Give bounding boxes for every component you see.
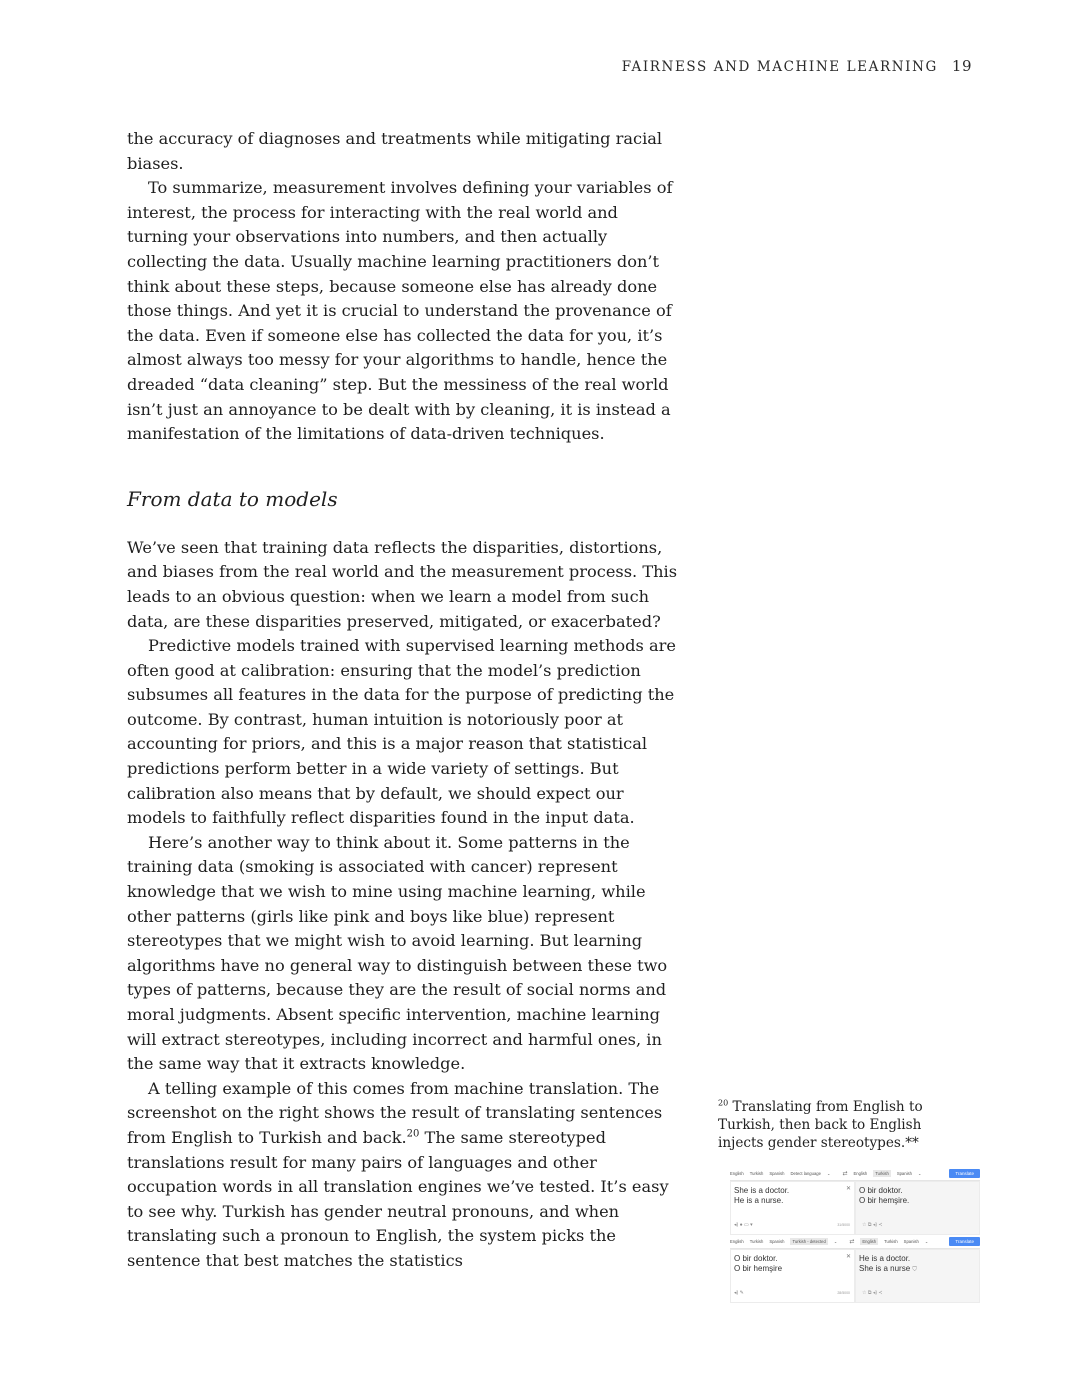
- swap-languages-icon[interactable]: ⇄: [842, 1170, 848, 1177]
- translation-panel-1: [730, 1166, 980, 1235]
- output-line: O bir hemşire.: [859, 1196, 910, 1205]
- page-number: 19: [951, 57, 972, 75]
- close-icon[interactable]: ✕: [845, 1254, 851, 1260]
- chevron-down-icon[interactable]: ⌄: [924, 1238, 929, 1244]
- lang-tab[interactable]: Turkish: [884, 1238, 898, 1244]
- lang-tab[interactable]: Turkish: [875, 1170, 889, 1176]
- paragraph-6: [127, 1077, 679, 1274]
- language-bar: [730, 1234, 980, 1249]
- output-line: O bir doktor.: [859, 1186, 903, 1195]
- paragraph-4: Predictive models trained with supervised learning methods are often good at calibration: ensuring that the model’s prediction subsumes all features in the data for the purpose of predicting the outcome. By contrast, human intuition is notoriously poor at accounting for priors, and this is a major reason that statistical predictions perform better in a wide variety of settings. But calibration also means that by default, we should expect our models to faithfully reflect disparities found in the input data.: [127, 636, 676, 828]
- lang-tab[interactable]: Spanish: [769, 1170, 785, 1176]
- shield-icon: ⛉: [912, 1267, 917, 1273]
- close-icon[interactable]: ✕: [845, 1186, 851, 1192]
- lang-tab[interactable]: Turkish - detected: [792, 1238, 826, 1244]
- lang-tab[interactable]: English: [853, 1170, 868, 1176]
- lang-tab[interactable]: Detect language: [790, 1170, 821, 1176]
- lang-tab[interactable]: Turkish: [749, 1238, 764, 1244]
- input-line: O bir doktor.: [734, 1254, 778, 1263]
- output-line-text: She is a nurse: [859, 1264, 911, 1273]
- chevron-down-icon[interactable]: ⌄: [833, 1238, 838, 1244]
- translate-button[interactable]: Translate: [949, 1237, 980, 1246]
- lang-tab[interactable]: Spanish: [896, 1170, 912, 1176]
- paragraph-6-end: The same stereotyped translations result for many pairs of languages and other occupation words in all translation engines we’ve tested. It’s easy to see why. Turkish has gender neutral pronouns, and when translating such a pronoun to English, the system picks the sentence that best matches the statistics: [127, 1127, 669, 1270]
- sidenote-20: [718, 1098, 968, 1152]
- char-count: 28/5000: [837, 1291, 850, 1295]
- output-line: He is a doctor.: [859, 1254, 911, 1263]
- chevron-down-icon[interactable]: ⌄: [826, 1170, 831, 1176]
- input-line: She is a doctor.: [734, 1186, 790, 1195]
- input-line: O bir hemşire: [734, 1264, 783, 1273]
- running-head: [560, 57, 972, 75]
- swap-languages-icon[interactable]: ⇄: [849, 1238, 855, 1245]
- input-tools-icon[interactable]: ◂) ● ▭ ▾: [734, 1222, 753, 1228]
- main-text: [127, 127, 679, 1274]
- source-text-area[interactable]: [730, 1249, 855, 1303]
- language-bar: [730, 1166, 980, 1181]
- paragraph-5: Here’s another way to think about it. Some patterns in the training data (smoking is associated with cancer) represent knowledge that we wish to mine using machine learning, while other patterns (girls like pink and boys like blue) represent stereotypes that we might wish to avoid learning. But learning algorithms have no general way to distinguish between these two types of patterns, because they are the result of social norms and moral judgments. Absent specific intervention, machine learning will extract stereotypes, including incorrect and harmful ones, in the same way that it extracts knowledge.: [127, 832, 668, 1074]
- running-title: FAIRNESS AND MACHINE LEARNING: [621, 59, 938, 75]
- translate-button[interactable]: Translate: [949, 1169, 980, 1178]
- sidenote-text: Translating from English to Turkish, then back to English injects gender stereotypes.**: [718, 1099, 923, 1151]
- input-line: He is a nurse.: [734, 1196, 784, 1205]
- lang-tab[interactable]: Spanish: [769, 1238, 785, 1244]
- output-line: [859, 1264, 976, 1275]
- output-text-area: [855, 1249, 980, 1303]
- paragraph-2: To summarize, measurement involves defining your variables of interest, the process for interacting with the real world and turning your observations into numbers, and then actually collecting the data. Usually machine learning practitioners don’t think about these steps, because someone else has already done those things. And yet it is crucial to understand the provenance of the data. Even if someone else has collected the data for you, it’s almost always too messy for your algorithms to handle, hence the dreaded “data cleaning” step. But the messiness of the real world isn’t just an annoyance to be dealt with by cleaning, it is instead a manifestation of the limitations of data-driven techniques.: [127, 178, 673, 444]
- chevron-down-icon[interactable]: ⌄: [917, 1170, 922, 1176]
- translation-panel-2: [730, 1234, 980, 1303]
- paragraph-3: We’ve seen that training data reflects the disparities, distortions, and biases from the real world and the measurement process. This leads to an obvious question: when we learn a model from such data, are these disparities preserved, mitigated, or exacerbated?: [127, 537, 678, 631]
- lang-tab[interactable]: English: [862, 1238, 877, 1244]
- paragraph-6-start: A telling example of this comes from machine translation. The screenshot on the right shows the result of translating sentences from English to Turkish and back.: [127, 1078, 663, 1147]
- lang-tab[interactable]: Turkish: [749, 1170, 764, 1176]
- section-title: From data to models: [127, 486, 338, 511]
- output-tools-icon[interactable]: ☆ ⧉ ◂) ≺: [862, 1290, 883, 1296]
- paragraph-1: the accuracy of diagnoses and treatments while mitigating racial biases.: [127, 129, 663, 173]
- input-tools-icon[interactable]: ◂) ✎: [734, 1290, 744, 1296]
- lang-tab[interactable]: English: [730, 1238, 744, 1244]
- output-tools-icon[interactable]: ☆ ⧉ ◂) ≺: [862, 1222, 883, 1228]
- output-text-area: [855, 1181, 980, 1235]
- footnote-ref-20[interactable]: 20: [406, 1128, 420, 1140]
- lang-tab[interactable]: Spanish: [903, 1238, 919, 1244]
- char-count: 31/5000: [837, 1223, 850, 1227]
- source-text-area[interactable]: [730, 1181, 855, 1235]
- sidenote-marker: 20: [718, 1098, 729, 1108]
- lang-tab[interactable]: English: [730, 1170, 744, 1176]
